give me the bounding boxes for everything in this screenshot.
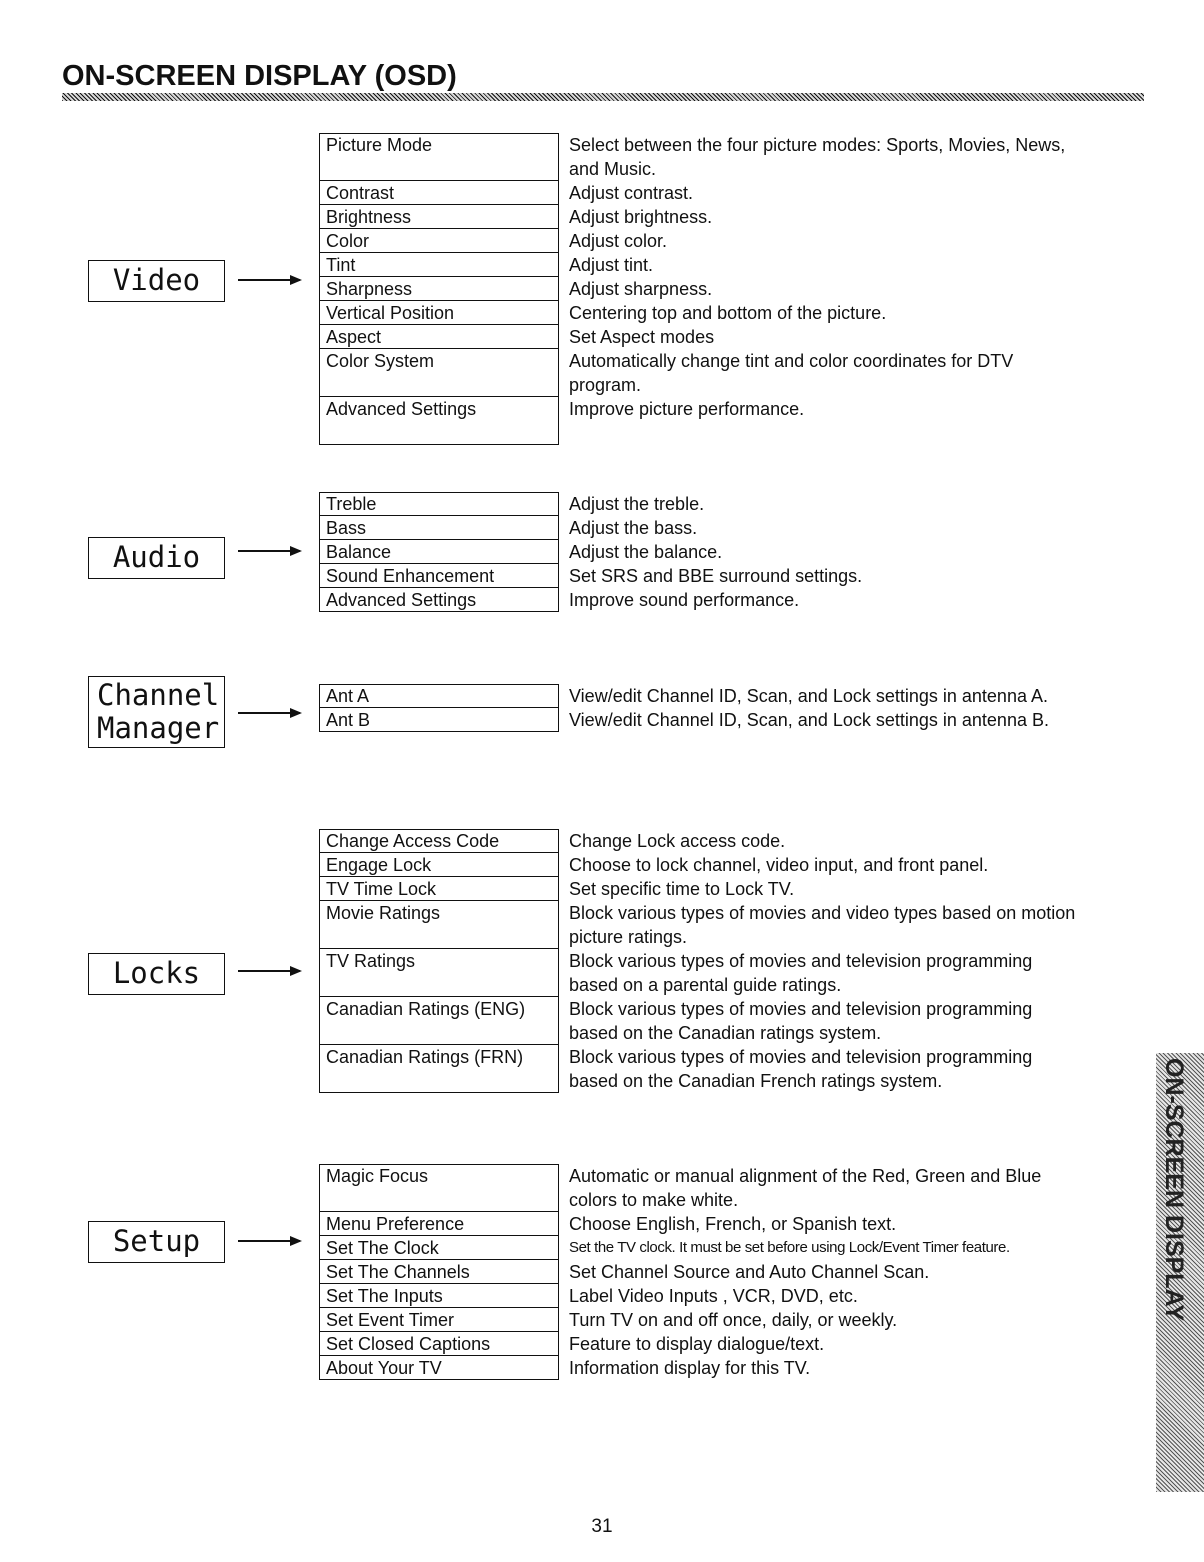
menu-item: Contrast bbox=[319, 181, 559, 205]
menu-item: Canadian Ratings (ENG) bbox=[319, 997, 559, 1045]
item-description bbox=[559, 1356, 1149, 1380]
item-description bbox=[559, 901, 1149, 949]
item-description bbox=[559, 181, 1149, 205]
item-description bbox=[559, 516, 1149, 540]
description-line: Centering top and bottom of the picture. bbox=[569, 303, 887, 323]
item-description bbox=[559, 588, 1149, 612]
description-line: Set the TV clock. It must be set before using Lock/Event Timer feature. bbox=[569, 1239, 1010, 1256]
item-description bbox=[559, 253, 1149, 277]
menu-items-box bbox=[319, 1164, 559, 1380]
item-description bbox=[559, 564, 1149, 588]
audio-arrow bbox=[238, 550, 300, 552]
menu-item: About Your TV bbox=[319, 1356, 559, 1380]
item-description bbox=[559, 325, 1149, 349]
menu-item: TV Ratings bbox=[319, 949, 559, 997]
description-line: Adjust sharpness. bbox=[569, 279, 713, 299]
description-line: Adjust brightness. bbox=[569, 207, 713, 227]
menu-item: Set Closed Captions bbox=[319, 1332, 559, 1356]
video-section bbox=[319, 133, 1149, 445]
description-line: based on the Canadian ratings system. bbox=[569, 1023, 882, 1043]
menu-item: Advanced Settings bbox=[319, 397, 559, 445]
page-number: 31 bbox=[591, 1516, 613, 1537]
menu-items-box bbox=[319, 492, 559, 612]
description-line: colors to make white. bbox=[569, 1190, 739, 1210]
menu-item: Treble bbox=[319, 492, 559, 516]
menu-item: Color bbox=[319, 229, 559, 253]
video-arrow bbox=[238, 279, 300, 281]
menu-item: Set Event Timer bbox=[319, 1308, 559, 1332]
channel-manager-arrow bbox=[238, 712, 300, 714]
video-menu-box: Video bbox=[88, 260, 225, 302]
item-description bbox=[559, 133, 1149, 181]
description-line: Adjust contrast. bbox=[569, 183, 694, 203]
menu-item: Aspect bbox=[319, 325, 559, 349]
locks-menu-box: Locks bbox=[88, 953, 225, 995]
menu-item: Set The Inputs bbox=[319, 1284, 559, 1308]
description-line: Adjust color. bbox=[569, 231, 668, 251]
description-line: Adjust the treble. bbox=[569, 494, 705, 514]
item-description bbox=[559, 1332, 1149, 1356]
menu-item: Brightness bbox=[319, 205, 559, 229]
description-line: and Music. bbox=[569, 159, 657, 179]
description-line: Set specific time to Lock TV. bbox=[569, 879, 795, 899]
menu-item: Menu Preference bbox=[319, 1212, 559, 1236]
menu-items-box bbox=[319, 133, 559, 445]
title-rule bbox=[62, 93, 1144, 101]
page-title: ON-SCREEN DISPLAY (OSD) bbox=[62, 60, 457, 92]
menu-item: Set The Clock bbox=[319, 1236, 559, 1260]
menu-item: Vertical Position bbox=[319, 301, 559, 325]
menu-item: Set The Channels bbox=[319, 1260, 559, 1284]
item-description bbox=[559, 540, 1149, 564]
menu-item: Sharpness bbox=[319, 277, 559, 301]
item-description bbox=[559, 301, 1149, 325]
menu-item: Picture Mode bbox=[319, 133, 559, 181]
description-line: Adjust the bass. bbox=[569, 518, 698, 538]
menu-item: Balance bbox=[319, 540, 559, 564]
menu-item: Bass bbox=[319, 516, 559, 540]
item-description bbox=[559, 1045, 1149, 1093]
description-line: Information display for this TV. bbox=[569, 1358, 811, 1378]
setup-menu-box: Setup bbox=[88, 1221, 225, 1263]
menu-item: Sound Enhancement bbox=[319, 564, 559, 588]
description-line: Change Lock access code. bbox=[569, 831, 786, 851]
description-line: Improve picture performance. bbox=[569, 399, 805, 419]
locks-section bbox=[319, 829, 1149, 1093]
description-line: View/edit Channel ID, Scan, and Lock settings in antenna B. bbox=[569, 710, 1049, 730]
menu-item: Movie Ratings bbox=[319, 901, 559, 949]
item-description bbox=[559, 1260, 1149, 1284]
description-line: View/edit Channel ID, Scan, and Lock settings in antenna A. bbox=[569, 686, 1048, 706]
description-line: Block various types of movies and television programming bbox=[569, 999, 1033, 1019]
description-line: Automatic or manual alignment of the Red, Green and Blue bbox=[569, 1166, 1042, 1186]
item-description bbox=[559, 397, 1149, 445]
audio-menu-box: Audio bbox=[88, 537, 225, 579]
description-line: based on a parental guide ratings. bbox=[569, 975, 842, 995]
item-description bbox=[559, 684, 1149, 708]
description-line: Adjust tint. bbox=[569, 255, 654, 275]
description-line: Set SRS and BBE surround settings. bbox=[569, 566, 863, 586]
description-line: based on the Canadian French ratings system. bbox=[569, 1071, 943, 1091]
audio-section bbox=[319, 492, 1149, 612]
locks-arrow bbox=[238, 970, 300, 972]
item-description bbox=[559, 853, 1149, 877]
menu-item: Ant B bbox=[319, 708, 559, 732]
description-line bbox=[569, 421, 1149, 445]
item-description bbox=[559, 949, 1149, 997]
item-description bbox=[559, 877, 1149, 901]
description-line: Turn TV on and off once, daily, or weekly. bbox=[569, 1310, 898, 1330]
item-description bbox=[559, 277, 1149, 301]
description-line: Block various types of movies and video types based on motion bbox=[569, 903, 1076, 923]
item-description bbox=[559, 1236, 1149, 1260]
setup-section bbox=[319, 1164, 1149, 1380]
item-description bbox=[559, 1212, 1149, 1236]
item-description bbox=[559, 229, 1149, 253]
description-line: Set Channel Source and Auto Channel Scan. bbox=[569, 1262, 930, 1282]
item-description bbox=[559, 1308, 1149, 1332]
description-line: Improve sound performance. bbox=[569, 590, 800, 610]
menu-item: Magic Focus bbox=[319, 1164, 559, 1212]
description-line: program. bbox=[569, 375, 642, 395]
item-description bbox=[559, 1284, 1149, 1308]
description-line: Label Video Inputs , VCR, DVD, etc. bbox=[569, 1286, 858, 1306]
menu-item: Engage Lock bbox=[319, 853, 559, 877]
menu-item: Advanced Settings bbox=[319, 588, 559, 612]
description-line: Block various types of movies and television programming bbox=[569, 951, 1033, 971]
channel-manager-section bbox=[319, 684, 1149, 732]
menu-items-box bbox=[319, 829, 559, 1093]
description-line: Block various types of movies and television programming bbox=[569, 1047, 1033, 1067]
description-line: picture ratings. bbox=[569, 927, 688, 947]
menu-item: TV Time Lock bbox=[319, 877, 559, 901]
item-description bbox=[559, 708, 1149, 732]
menu-item: Change Access Code bbox=[319, 829, 559, 853]
item-description bbox=[559, 492, 1149, 516]
menu-item: Color System bbox=[319, 349, 559, 397]
item-description bbox=[559, 205, 1149, 229]
item-description bbox=[559, 829, 1149, 853]
description-line: Set Aspect modes bbox=[569, 327, 715, 347]
description-line: Automatically change tint and color coordinates for DTV bbox=[569, 351, 1014, 371]
channel-manager-menu-box: Channel Manager bbox=[88, 676, 225, 748]
description-line: Choose English, French, or Spanish text. bbox=[569, 1214, 897, 1234]
menu-item: Ant A bbox=[319, 684, 559, 708]
description-line: Select between the four picture modes: Sports, Movies, News, bbox=[569, 135, 1066, 155]
menu-item: Canadian Ratings (FRN) bbox=[319, 1045, 559, 1093]
item-description bbox=[559, 349, 1149, 397]
description-line: Adjust the balance. bbox=[569, 542, 723, 562]
description-line: Feature to display dialogue/text. bbox=[569, 1334, 825, 1354]
setup-arrow bbox=[238, 1240, 300, 1242]
item-description bbox=[559, 1164, 1149, 1212]
item-description bbox=[559, 997, 1149, 1045]
menu-items-box bbox=[319, 684, 559, 732]
menu-item: Tint bbox=[319, 253, 559, 277]
side-tab-label: ON-SCREEN DISPLAY bbox=[1160, 1058, 1188, 1322]
description-line: Choose to lock channel, video input, and front panel. bbox=[569, 855, 989, 875]
